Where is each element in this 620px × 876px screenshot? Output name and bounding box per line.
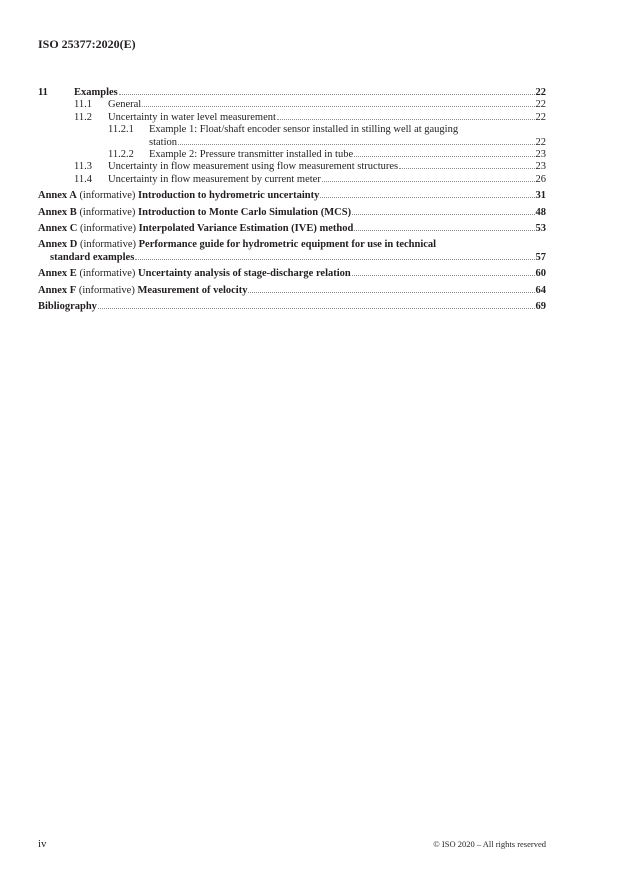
toc-number: 11.2.1 <box>108 124 134 136</box>
toc-entry-annex-d[interactable] <box>38 239 546 264</box>
annex-label: Annex E <box>38 268 77 280</box>
toc-page: 31 <box>535 190 546 202</box>
toc-number: 11 <box>38 87 48 98</box>
toc-number: 11.4 <box>74 173 92 185</box>
annex-type: (informative) <box>80 239 136 251</box>
annex-type: (informative) <box>79 206 136 218</box>
toc-entry-11-2-2[interactable] <box>38 149 546 161</box>
annex-label: Annex B <box>38 206 77 218</box>
toc-page: 22 <box>535 111 546 123</box>
toc-entry-11-2[interactable] <box>38 112 546 124</box>
toc-number: 11.2 <box>74 111 92 123</box>
toc-page: 22 <box>535 99 546 111</box>
dot-leader <box>178 144 535 145</box>
dot-leader <box>354 230 534 231</box>
toc-entry-annex-e[interactable] <box>38 268 546 280</box>
page-number: iv <box>38 838 47 850</box>
toc-title: Bibliography <box>38 301 97 313</box>
toc-title: Example 2: Pressure transmitter installed in tube <box>149 149 354 161</box>
toc-page: 69 <box>535 301 546 313</box>
dot-leader <box>352 275 535 276</box>
annex-title: Introduction to hydrometric uncertainty <box>138 190 320 202</box>
toc-entry-11-3[interactable] <box>38 161 546 173</box>
dot-leader <box>277 119 535 120</box>
annex-label: Annex A <box>38 190 77 202</box>
table-of-contents <box>38 87 546 314</box>
toc-page: 60 <box>535 268 546 280</box>
dot-leader <box>135 259 534 260</box>
dot-leader <box>322 181 535 182</box>
toc-title: Uncertainty in flow measurement using flow measurement structures <box>108 161 399 173</box>
toc-title-line2: station <box>149 136 177 148</box>
dot-leader <box>399 168 534 169</box>
toc-title: Uncertainty in water level measurement <box>108 111 276 123</box>
annex-title: Interpolated Variance Estimation (IVE) method <box>138 223 354 235</box>
annex-type: (informative) <box>78 284 135 296</box>
annex-title: Measurement of velocity <box>137 284 248 296</box>
toc-entry-annex-a[interactable] <box>38 190 546 202</box>
annex-title-line1: Performance guide for hydrometric equipment for use in technical <box>138 239 437 251</box>
annex-label: Annex F <box>38 284 77 296</box>
copyright-notice: © ISO 2020 – All rights reserved <box>433 839 546 849</box>
annex-type: (informative) <box>80 223 136 235</box>
annex-label: Annex C <box>38 223 78 235</box>
toc-number: 11.1 <box>74 99 92 111</box>
toc-entry-annex-b[interactable] <box>38 207 546 219</box>
dot-leader <box>98 308 535 309</box>
annex-title: Introduction to Monte Carlo Simulation (MCS) <box>138 206 352 218</box>
dot-leader <box>248 292 534 293</box>
toc-page: 64 <box>535 284 546 296</box>
toc-page: 26 <box>535 173 546 185</box>
dot-leader <box>354 156 534 157</box>
toc-page: 23 <box>535 149 546 161</box>
toc-page: 57 <box>535 251 546 263</box>
toc-number: 11.2.2 <box>108 149 134 161</box>
toc-title-line1: Example 1: Float/shaft encoder sensor installed in stilling well at gauging <box>149 124 459 136</box>
toc-entry-bibliography[interactable] <box>38 301 546 313</box>
toc-title: Uncertainty in flow measurement by current meter <box>108 173 321 185</box>
annex-type: (informative) <box>79 268 136 280</box>
document-id-header: ISO 25377:2020(E) <box>38 37 136 51</box>
dot-leader <box>320 197 534 198</box>
toc-title: General <box>108 99 142 111</box>
toc-entry-annex-c[interactable] <box>38 223 546 235</box>
dot-leader <box>119 94 535 95</box>
toc-entry-11-4[interactable] <box>38 174 546 186</box>
toc-title: Examples <box>74 87 118 98</box>
annex-title-line2: standard examples <box>50 251 135 263</box>
dot-leader <box>142 106 534 107</box>
toc-page: 22 <box>535 136 546 148</box>
toc-page: 53 <box>535 223 546 235</box>
annex-title: Uncertainty analysis of stage-discharge relation <box>138 268 351 280</box>
toc-entry-11[interactable] <box>38 87 546 99</box>
toc-page: 48 <box>535 206 546 218</box>
dot-leader <box>352 214 534 215</box>
toc-entry-11-2-1[interactable] <box>38 124 546 149</box>
toc-page: 23 <box>535 161 546 173</box>
annex-type: (informative) <box>79 190 136 202</box>
toc-number: 11.3 <box>74 161 92 173</box>
toc-entry-11-1[interactable] <box>38 99 546 111</box>
toc-entry-annex-f[interactable] <box>38 285 546 297</box>
toc-page: 22 <box>535 87 546 98</box>
annex-label: Annex D <box>38 239 78 251</box>
